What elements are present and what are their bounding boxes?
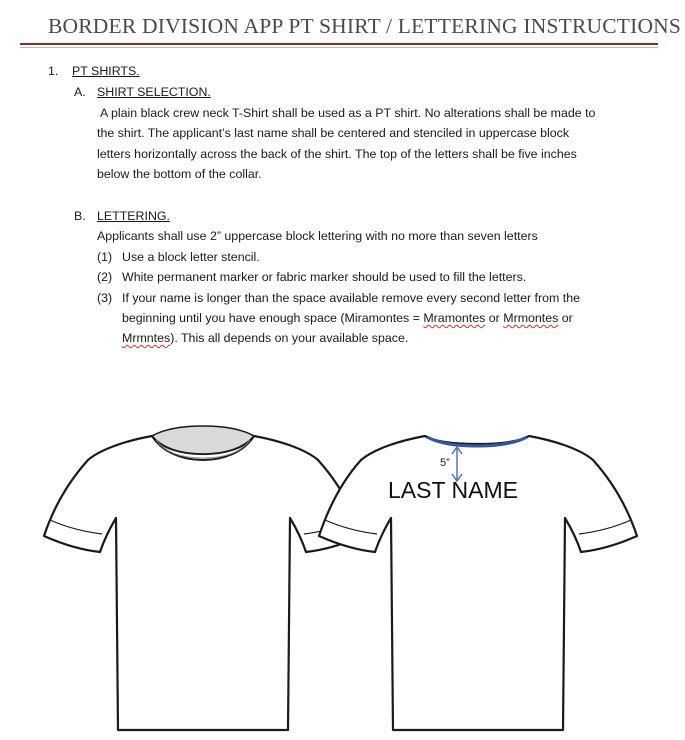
sub-b-heading: LETTERING.: [97, 209, 170, 223]
sub-a-letter: A.: [74, 85, 86, 99]
measurement-label: 5”: [440, 457, 450, 469]
list-item-text-part: ). This all depends on your available space.: [170, 331, 409, 345]
list-item-text-part: beginning until you have enough space (Miramontes =: [122, 311, 424, 325]
list-item-text: [122, 308, 573, 329]
list-item-text-part: or: [485, 311, 504, 325]
example-name-2: Mrmontes: [503, 311, 559, 325]
sub-a-line: A plain black crew neck T-Shirt shall be used as a PT shirt. No alterations shall be made to: [100, 106, 596, 120]
list-item-text: White permanent marker or fabric marker should be used to fill the letters.: [122, 270, 527, 284]
example-name-3: Mrmntes: [122, 331, 171, 345]
list-item-number: (3): [97, 291, 113, 305]
tshirt-figure: [40, 410, 660, 740]
example-name-1: Mramontes: [423, 311, 486, 325]
title-rule-thin: [20, 47, 658, 48]
sub-a-line: below the bottom of the collar.: [97, 167, 262, 181]
title-rule: [20, 43, 658, 45]
list-item-text: If your name is longer than the space available remove every second letter from the: [122, 291, 581, 305]
sub-b-letter: B.: [74, 209, 86, 223]
sub-a-line: the shirt. The applicant’s last name shall be centered and stenciled in uppercase block: [97, 126, 570, 140]
list-item-text: [122, 328, 408, 349]
page-title: BORDER DIVISION APP PT SHIRT / LETTERING INSTRUCTIONS: [48, 14, 682, 38]
list-item-text: Use a block letter stencil.: [122, 250, 260, 264]
sub-a-line: letters horizontally across the back of the shirt. The top of the letters shall be five inches: [97, 147, 577, 161]
list-item-text-part: or: [558, 311, 573, 325]
section-heading: PT SHIRTS.: [72, 64, 140, 78]
section-number: 1.: [48, 64, 59, 78]
tshirt-diagram: [40, 410, 660, 740]
tshirt-front: [44, 426, 362, 730]
sub-a-heading: SHIRT SELECTION.: [97, 85, 211, 99]
last-name-lettering: LAST NAME: [388, 477, 518, 503]
list-item-number: (1): [97, 250, 113, 264]
list-item-number: (2): [97, 270, 113, 284]
sub-b-intro: Applicants shall use 2” uppercase block lettering with no more than seven letters: [97, 229, 538, 243]
